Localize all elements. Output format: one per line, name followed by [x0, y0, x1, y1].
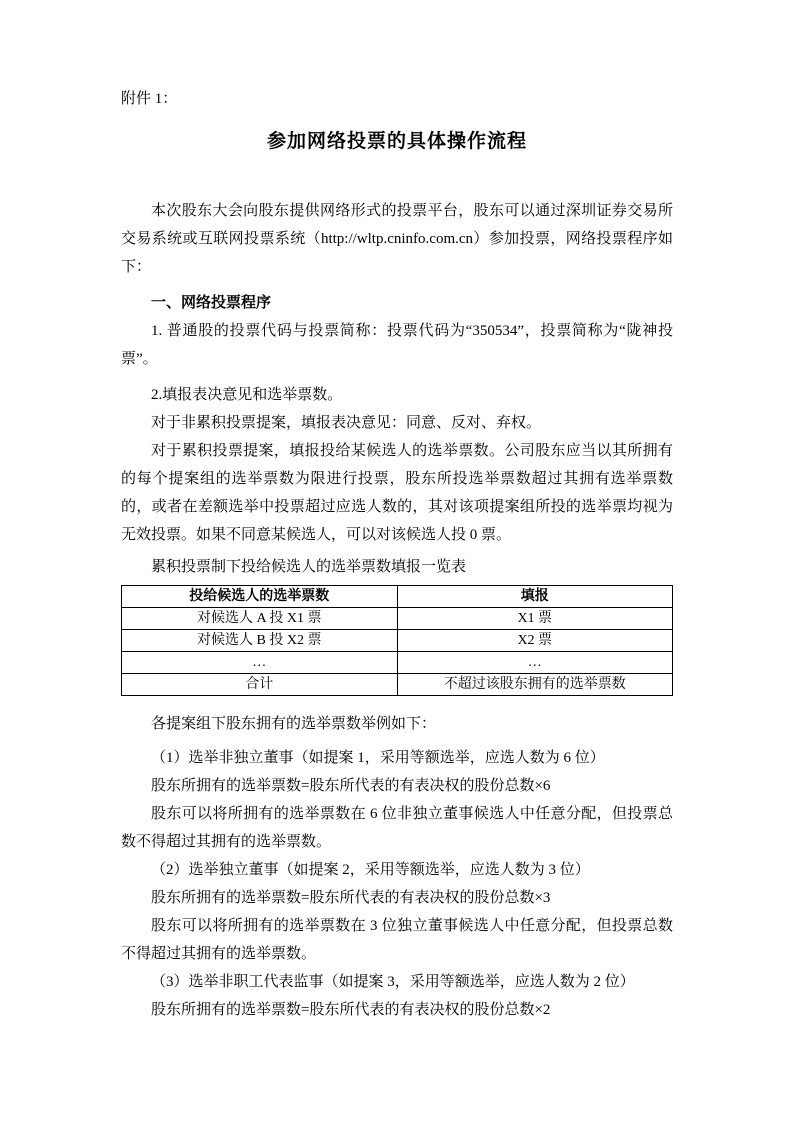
table-header-row	[122, 586, 673, 608]
section-heading-voting-procedure: 一、网络投票程序	[151, 294, 272, 311]
paragraph-example-2-note: 股东可以将所拥有的选举票数在 3 位独立董事候选人中任意分配，但投票总数不得超过其拥有的选举票数。	[121, 918, 673, 962]
table-caption: 累积投票制下投给候选人的选举票数填报一览表	[151, 559, 467, 575]
paragraph-example-3-formula: 股东所拥有的选举票数=股东所代表的有表决权的股份总数×2	[151, 1002, 551, 1018]
election-votes-table	[121, 585, 673, 696]
table-cell: 合计	[122, 674, 398, 696]
table-cell: …	[397, 652, 673, 674]
paragraph-example-1-note: 股东可以将所拥有的选举票数在 6 位非独立董事候选人中任意分配，但投票总数不得超过其拥有的选举票数。	[121, 806, 673, 850]
paragraph-example-1-title: （1）选举非独立董事（如提案 1，采用等额选举，应选人数为 6 位）	[151, 750, 605, 766]
table-row-candidate-b	[122, 630, 673, 652]
paragraph-fill-opinion: 2.填报表决意见和选举票数。	[151, 387, 343, 403]
paragraph-example-3-title: （3）选举非职工代表监事（如提案 3，采用等额选举，应选人数为 2 位）	[151, 974, 635, 990]
paragraph-example-2-formula: 股东所拥有的选举票数=股东所代表的有表决权的股份总数×3	[151, 890, 551, 906]
paragraph-cumulative: 对于累积投票提案，填报投给某候选人的选举票数。公司股东应当以其所拥有的每个提案组的选举票数为限进行投票，股东所投选举票数超过其拥有选举票数的，或者在差额选举中投票超过应选人数的，其对该项提案组所投的选举票均视为无效投票。如果不同意某候选人，可以对该候选人投 0 票。	[121, 443, 673, 543]
attachment-label: 附件 1：	[121, 91, 178, 107]
table-cell: 不超过该股东拥有的选举票数	[397, 674, 673, 696]
table-header-fill: 填报	[397, 586, 673, 608]
paragraph-vote-code: 1. 普通股的投票代码与投票简称：投票代码为“350534”，投票简称为“陇神投票”。	[121, 323, 673, 367]
table-cell: X2 票	[397, 630, 673, 652]
table-row-total	[122, 674, 673, 696]
table-cell: 对候选人 A 投 X1 票	[122, 608, 398, 630]
paragraph-example-1-formula: 股东所拥有的选举票数=股东所代表的有表决权的股份总数×6	[151, 778, 551, 794]
paragraph-non-cumulative: 对于非累积投票提案，填报表决意见：同意、反对、弃权。	[151, 415, 542, 431]
table-cell: …	[122, 652, 398, 674]
table-row-ellipsis	[122, 652, 673, 674]
document-body	[121, 197, 673, 1024]
table-row-candidate-a	[122, 608, 673, 630]
paragraph-examples-intro: 各提案组下股东拥有的选举票数举例如下：	[151, 716, 437, 732]
paragraph-intro: 本次股东大会向股东提供网络形式的投票平台，股东可以通过深圳证券交易所交易系统或互联网投票系统（http://wltp.cninfo.com.cn）参加投票，网络投票程序如下：	[121, 203, 673, 275]
document-title: 参加网络投票的具体操作流程	[266, 131, 527, 152]
table-cell: 对候选人 B 投 X2 票	[122, 630, 398, 652]
table-header-votes: 投给候选人的选举票数	[122, 586, 398, 608]
table-cell: X1 票	[397, 608, 673, 630]
paragraph-example-2-title: （2）选举独立董事（如提案 2，采用等额选举，应选人数为 3 位）	[151, 862, 590, 878]
